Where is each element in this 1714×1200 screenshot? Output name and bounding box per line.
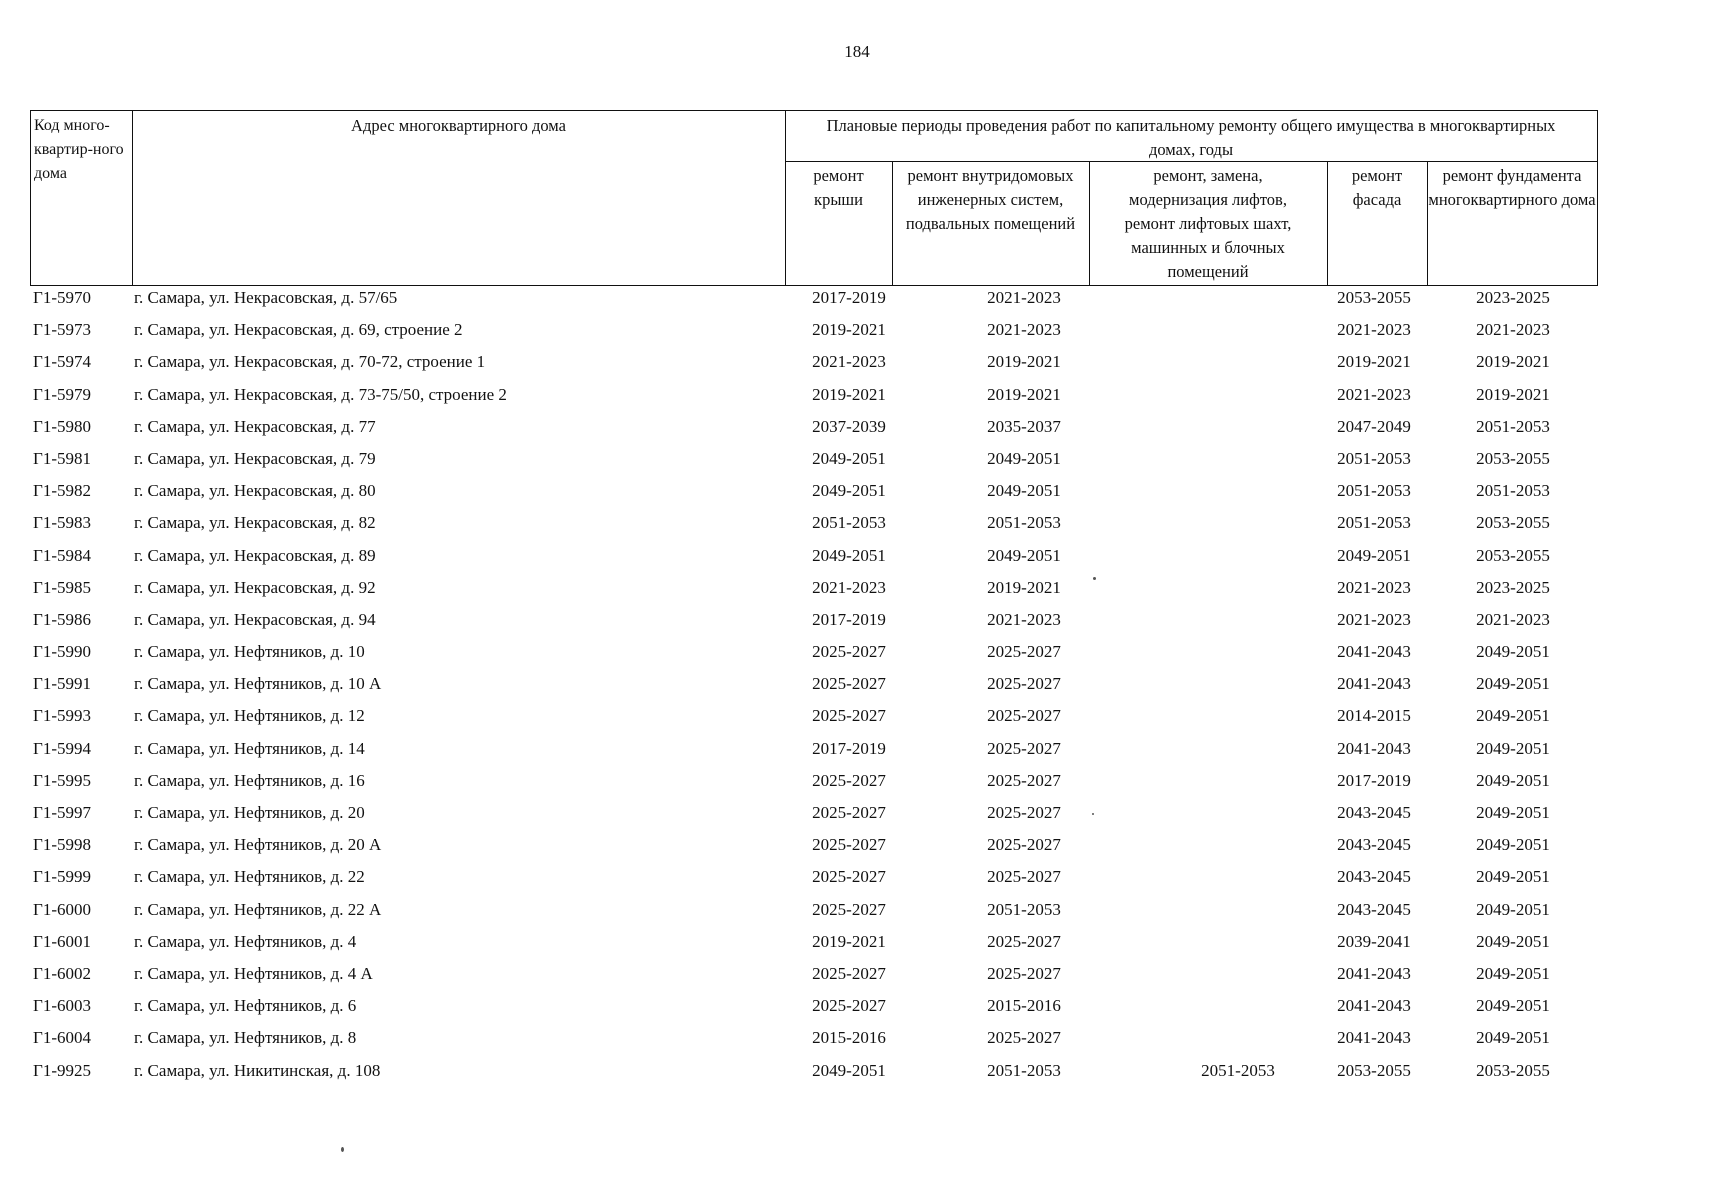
row-code: Г1-5986 (33, 609, 91, 629)
row-facade-period: 2051-2053 (1337, 448, 1411, 468)
row-facade-period: 2019-2021 (1337, 352, 1411, 372)
row-roof-period: 2025-2027 (812, 835, 886, 855)
row-foundation-period: 2049-2051 (1476, 803, 1550, 822)
row-facade-period: 2043-2045 (1337, 835, 1411, 855)
row-roof-period: 2019-2021 (812, 384, 886, 404)
row-engineering-period: 2051-2053 (987, 1060, 1061, 1080)
row-code: Г1-5981 (33, 448, 91, 468)
table-row (30, 640, 1598, 672)
row-engineering-period: 2025-2027 (987, 931, 1061, 951)
row-foundation-period: 2019-2021 (1476, 384, 1550, 404)
row-code: Г1-5999 (33, 867, 91, 887)
row-foundation-period: 2049-2051 (1476, 1028, 1550, 1048)
row-code: Г1-5997 (33, 803, 91, 822)
row-foundation-period: 2019-2021 (1476, 352, 1550, 372)
row-facade-period: 2047-2049 (1337, 416, 1411, 436)
row-foundation-period: 2049-2051 (1476, 835, 1550, 855)
header-lifts: ремонт, замена, модернизация лифтов, ремонт лифтовых шахт, машинных и блочных помещений (1124, 166, 1292, 281)
row-roof-period: 2021-2023 (812, 352, 886, 372)
row-address: г. Самара, ул. Некрасовская, д. 73-75/50, строение 2 (134, 384, 507, 404)
row-address: г. Самара, ул. Нефтяников, д. 20 А (134, 835, 382, 855)
table-body (30, 286, 1598, 1091)
row-engineering-period: 2025-2027 (987, 770, 1061, 790)
scan-speck (1092, 813, 1094, 815)
row-address: г. Самара, ул. Некрасовская, д. 57/65 (134, 288, 398, 307)
row-foundation-period: 2021-2023 (1476, 320, 1550, 340)
row-roof-period: 2017-2019 (812, 609, 886, 629)
table-row (30, 576, 1598, 608)
row-code: Г1-5983 (33, 513, 91, 533)
row-foundation-period: 2049-2051 (1476, 770, 1550, 790)
table-row (30, 672, 1598, 704)
row-code: Г1-5985 (33, 577, 91, 597)
row-engineering-period: 2051-2053 (987, 899, 1061, 919)
row-address: г. Самара, ул. Нефтяников, д. 10 (134, 642, 365, 662)
row-foundation-period: 2049-2051 (1476, 738, 1550, 758)
table-row (30, 479, 1598, 511)
row-roof-period: 2025-2027 (812, 642, 886, 662)
row-address: г. Самара, ул. Нефтяников, д. 20 (134, 803, 365, 822)
row-address: г. Самара, ул. Некрасовская, д. 80 (134, 481, 376, 501)
row-foundation-period: 2049-2051 (1476, 674, 1550, 694)
row-foundation-period: 2049-2051 (1476, 899, 1550, 919)
row-foundation-period: 2021-2023 (1476, 609, 1550, 629)
row-address: г. Самара, ул. Нефтяников, д. 6 (134, 996, 357, 1016)
row-facade-period: 2041-2043 (1337, 642, 1411, 662)
table-row (30, 608, 1598, 640)
row-engineering-period: 2019-2021 (987, 577, 1061, 597)
row-engineering-period: 2049-2051 (987, 545, 1061, 565)
header-periods-group: Плановые периоды проведения работ по капитальному ремонту общего имущества в многоквартирных домах, годы (826, 116, 1556, 159)
table-row (30, 704, 1598, 736)
row-facade-period: 2051-2053 (1337, 481, 1411, 501)
row-foundation-period: 2053-2055 (1476, 448, 1550, 468)
row-engineering-period: 2035-2037 (987, 416, 1061, 436)
row-roof-period: 2049-2051 (812, 545, 886, 565)
table-row (30, 415, 1598, 447)
row-address: г. Самара, ул. Некрасовская, д. 70-72, строение 1 (134, 352, 486, 372)
page-number: 184 (844, 42, 870, 61)
row-foundation-period: 2023-2025 (1476, 577, 1550, 597)
row-address: г. Самара, ул. Нефтяников, д. 8 (134, 1028, 357, 1048)
row-foundation-period: 2053-2055 (1476, 513, 1550, 533)
row-lifts-period: 2051-2053 (1201, 1060, 1275, 1080)
row-facade-period: 2041-2043 (1337, 738, 1411, 758)
row-code: Г1-5973 (33, 320, 91, 340)
row-code: Г1-6003 (33, 996, 91, 1016)
row-code: Г1-6000 (33, 899, 91, 919)
table-row (30, 769, 1598, 801)
table-row (30, 1026, 1598, 1058)
row-engineering-period: 2025-2027 (987, 803, 1061, 822)
row-address: г. Самара, ул. Никитинская, д. 108 (134, 1060, 381, 1080)
row-roof-period: 2025-2027 (812, 770, 886, 790)
row-address: г. Самара, ул. Нефтяников, д. 14 (134, 738, 365, 758)
row-facade-period: 2021-2023 (1337, 577, 1411, 597)
row-engineering-period: 2019-2021 (987, 384, 1061, 404)
row-roof-period: 2019-2021 (812, 320, 886, 340)
row-facade-period: 2043-2045 (1337, 803, 1411, 822)
table-row (30, 286, 1598, 318)
row-engineering-period: 2021-2023 (987, 288, 1061, 307)
row-code: Г1-5980 (33, 416, 91, 436)
row-engineering-period: 2025-2027 (987, 835, 1061, 855)
row-engineering-period: 2025-2027 (987, 738, 1061, 758)
row-address: г. Самара, ул. Нефтяников, д. 16 (134, 770, 365, 790)
header-code: Код много-квартир-ного дома (34, 117, 124, 182)
row-address: г. Самара, ул. Нефтяников, д. 22 А (134, 899, 382, 919)
header-engineering: ремонт внутридомовых инженерных систем, подвальных помещений (905, 166, 1076, 233)
table-row (30, 898, 1598, 930)
row-foundation-period: 2049-2051 (1476, 867, 1550, 887)
row-address: г. Самара, ул. Нефтяников, д. 4 (134, 931, 357, 951)
row-address: г. Самара, ул. Нефтяников, д. 10 А (134, 674, 382, 694)
row-facade-period: 2051-2053 (1337, 513, 1411, 533)
row-facade-period: 2041-2043 (1337, 674, 1411, 694)
row-facade-period: 2039-2041 (1337, 931, 1411, 951)
table-row (30, 1059, 1598, 1091)
table-row (30, 801, 1598, 833)
row-address: г. Самара, ул. Некрасовская, д. 92 (134, 577, 376, 597)
table-row (30, 962, 1598, 994)
row-roof-period: 2017-2019 (812, 738, 886, 758)
row-foundation-period: 2049-2051 (1476, 931, 1550, 951)
row-facade-period: 2014-2015 (1337, 706, 1411, 726)
row-engineering-period: 2025-2027 (987, 867, 1061, 887)
row-engineering-period: 2021-2023 (987, 609, 1061, 629)
row-address: г. Самара, ул. Некрасовская, д. 79 (134, 448, 376, 468)
table-row (30, 318, 1598, 350)
row-engineering-period: 2019-2021 (987, 352, 1061, 372)
row-address: г. Самара, ул. Нефтяников, д. 4 А (134, 963, 373, 983)
row-facade-period: 2021-2023 (1337, 320, 1411, 340)
row-foundation-period: 2049-2051 (1476, 642, 1550, 662)
row-roof-period: 2025-2027 (812, 899, 886, 919)
row-code: Г1-5982 (33, 481, 91, 501)
row-facade-period: 2043-2045 (1337, 899, 1411, 919)
row-roof-period: 2051-2053 (812, 513, 886, 533)
scan-speck (1093, 577, 1096, 580)
header-foundation: ремонт фундамента многоквартирного дома (1428, 166, 1596, 209)
row-foundation-period: 2053-2055 (1476, 1060, 1550, 1080)
row-facade-period: 2017-2019 (1337, 770, 1411, 790)
row-code: Г1-6002 (33, 963, 91, 983)
row-code: Г1-5990 (33, 642, 91, 662)
row-engineering-period: 2025-2027 (987, 674, 1061, 694)
row-code: Г1-5991 (33, 674, 91, 694)
header-facade: ремонт фасада (1351, 166, 1403, 209)
row-roof-period: 2025-2027 (812, 803, 886, 822)
row-facade-period: 2021-2023 (1337, 384, 1411, 404)
row-address: г. Самара, ул. Некрасовская, д. 82 (134, 513, 376, 533)
row-code: Г1-6004 (33, 1028, 91, 1048)
table-row (30, 930, 1598, 962)
row-facade-period: 2053-2055 (1337, 288, 1411, 307)
row-engineering-period: 2025-2027 (987, 642, 1061, 662)
row-facade-period: 2049-2051 (1337, 545, 1411, 565)
row-address: г. Самара, ул. Нефтяников, д. 12 (134, 706, 365, 726)
row-roof-period: 2049-2051 (812, 481, 886, 501)
table-row (30, 865, 1598, 897)
header-roof: ремонт крыши (813, 166, 864, 209)
row-engineering-period: 2015-2016 (987, 996, 1061, 1016)
row-roof-period: 2025-2027 (812, 996, 886, 1016)
row-code: Г1-9925 (33, 1060, 91, 1080)
row-facade-period: 2043-2045 (1337, 867, 1411, 887)
row-foundation-period: 2049-2051 (1476, 706, 1550, 726)
row-roof-period: 2015-2016 (812, 1028, 886, 1048)
row-address: г. Самара, ул. Некрасовская, д. 77 (134, 416, 376, 436)
row-engineering-period: 2049-2051 (987, 448, 1061, 468)
row-roof-period: 2049-2051 (812, 1060, 886, 1080)
row-roof-period: 2017-2019 (812, 288, 886, 307)
row-foundation-period: 2049-2051 (1476, 963, 1550, 983)
row-engineering-period: 2025-2027 (987, 706, 1061, 726)
row-foundation-period: 2023-2025 (1476, 288, 1550, 307)
table-row (30, 544, 1598, 576)
row-foundation-period: 2051-2053 (1476, 481, 1550, 501)
table-row (30, 350, 1598, 382)
row-roof-period: 2025-2027 (812, 963, 886, 983)
row-address: г. Самара, ул. Некрасовская, д. 69, строение 2 (134, 320, 463, 340)
row-code: Г1-5995 (33, 770, 91, 790)
row-engineering-period: 2051-2053 (987, 513, 1061, 533)
row-engineering-period: 2025-2027 (987, 963, 1061, 983)
row-address: г. Самара, ул. Некрасовская, д. 89 (134, 545, 376, 565)
table-header (30, 110, 1598, 286)
row-foundation-period: 2051-2053 (1476, 416, 1550, 436)
row-roof-period: 2021-2023 (812, 577, 886, 597)
row-roof-period: 2025-2027 (812, 867, 886, 887)
row-facade-period: 2041-2043 (1337, 1028, 1411, 1048)
row-facade-period: 2041-2043 (1337, 996, 1411, 1016)
row-code: Г1-5993 (33, 706, 91, 726)
row-roof-period: 2049-2051 (812, 448, 886, 468)
row-code: Г1-5970 (33, 288, 91, 307)
row-code: Г1-5984 (33, 545, 91, 565)
row-address: г. Самара, ул. Некрасовская, д. 94 (134, 609, 376, 629)
row-roof-period: 2019-2021 (812, 931, 886, 951)
row-foundation-period: 2053-2055 (1476, 545, 1550, 565)
row-code: Г1-5998 (33, 835, 91, 855)
row-roof-period: 2025-2027 (812, 706, 886, 726)
row-facade-period: 2021-2023 (1337, 609, 1411, 629)
table-row (30, 833, 1598, 865)
row-address: г. Самара, ул. Нефтяников, д. 22 (134, 867, 365, 887)
row-engineering-period: 2049-2051 (987, 481, 1061, 501)
row-engineering-period: 2025-2027 (987, 1028, 1061, 1048)
row-code: Г1-5979 (33, 384, 91, 404)
row-code: Г1-5974 (33, 352, 91, 372)
row-foundation-period: 2049-2051 (1476, 996, 1550, 1016)
table-row (30, 994, 1598, 1026)
row-roof-period: 2037-2039 (812, 416, 886, 436)
row-facade-period: 2041-2043 (1337, 963, 1411, 983)
row-engineering-period: 2021-2023 (987, 320, 1061, 340)
row-code: Г1-6001 (33, 931, 91, 951)
header-address: Адрес многоквартирного дома (351, 116, 566, 135)
row-facade-period: 2053-2055 (1337, 1060, 1411, 1080)
table-row (30, 511, 1598, 543)
row-code: Г1-5994 (33, 738, 91, 758)
table-row (30, 737, 1598, 769)
table-row (30, 383, 1598, 415)
scan-speck (341, 1147, 344, 1152)
row-roof-period: 2025-2027 (812, 674, 886, 694)
table-row (30, 447, 1598, 479)
